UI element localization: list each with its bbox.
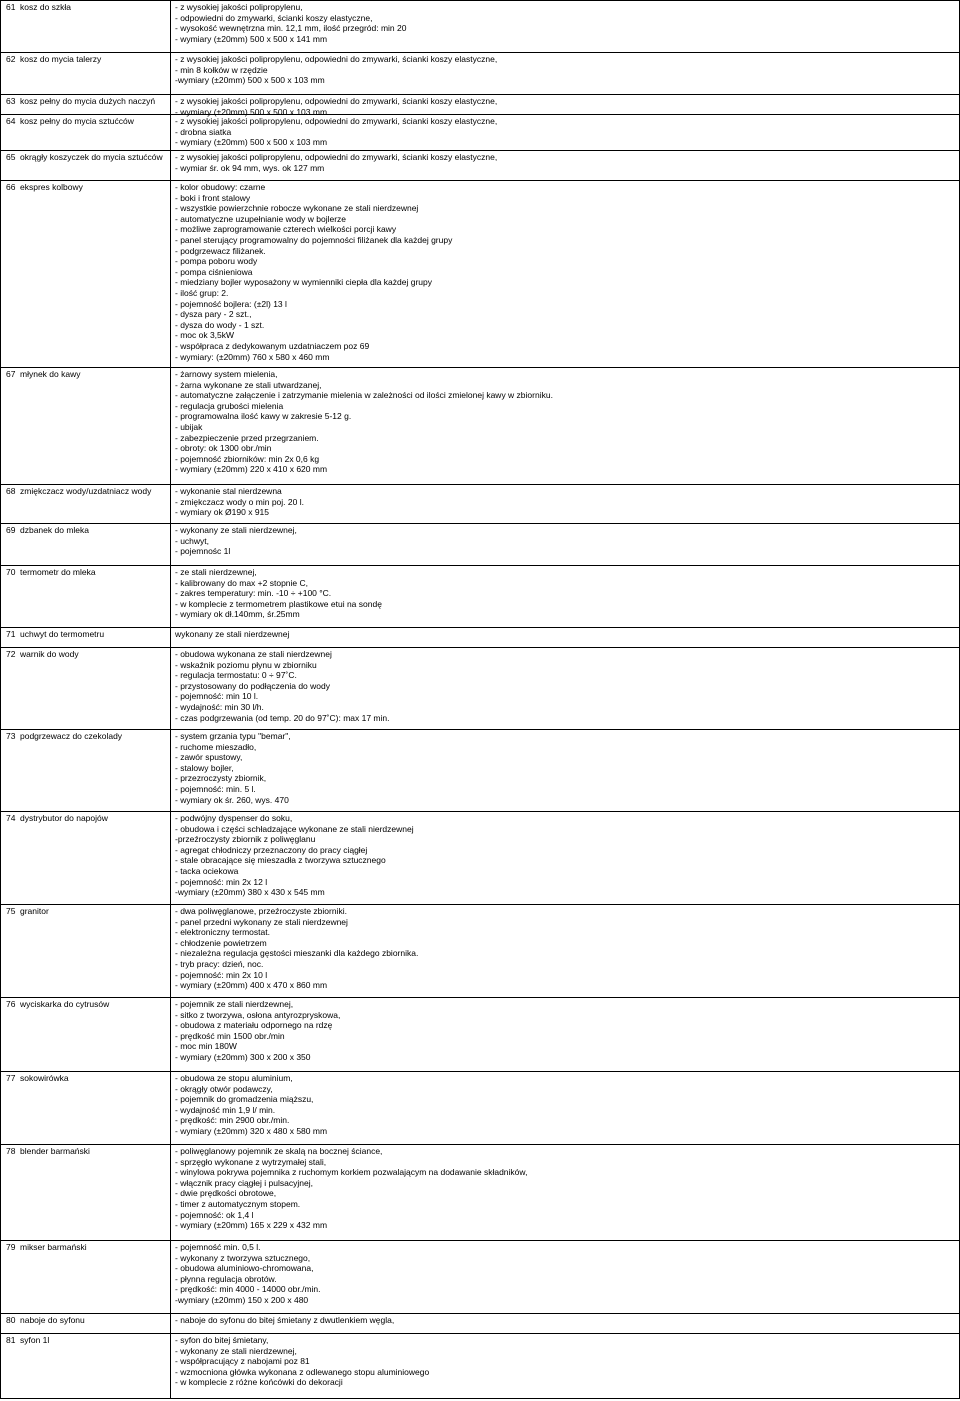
spec-line: - regulacja grubości mielenia [175, 400, 284, 411]
item-specification [175, 649, 955, 723]
spec-line: - wzmocniona główka wykonana z odlewanego stopu aluminiowego [175, 1366, 430, 1377]
column-divider [170, 998, 171, 1071]
spec-line: - tryb pracy: dzień, noc. [175, 958, 264, 969]
spec-line: - automatyczne uzupełnianie wody w bojlerze [175, 213, 347, 224]
spec-line: - sitko z tworzywa, osłona antyrozpryskowa, [175, 1009, 341, 1020]
spec-line: - ilość grup: 2. [175, 287, 229, 298]
spec-line: - kalibrowany do max +2 stopnie C, [175, 577, 308, 588]
spec-line: - wykonanie stal nierdzewna [175, 486, 282, 496]
column-divider [170, 1241, 171, 1313]
spec-line: - w komplecie z termometrem plastikowe etui na sondę [175, 598, 382, 609]
spec-line: - wszystkie powierzchnie robocze wykonane ze stali nierdzewnej [175, 203, 419, 214]
table-row [0, 523, 960, 565]
table-row [0, 484, 960, 523]
column-divider [170, 905, 171, 997]
table-row [0, 1313, 960, 1333]
item-specification [175, 1335, 955, 1388]
item-specification [175, 2, 955, 44]
table-row [0, 1240, 960, 1313]
spec-line: - wymiary (±20mm) 165 x 229 x 432 mm [175, 1220, 328, 1231]
table-row [0, 94, 960, 117]
spec-line: - wykonany z tworzywa sztucznego, [175, 1252, 311, 1263]
item-number: 77 [6, 1073, 16, 1083]
item-number: 69 [6, 525, 16, 535]
spec-line: - żarnowy system mielenia, [175, 369, 278, 379]
spec-line: - podwójny dyspenser do soku, [175, 813, 293, 823]
spec-line: - poliwęglanowy pojemnik ze skalą na bocznej ściance, [175, 1146, 383, 1156]
column-divider [170, 1314, 171, 1333]
spec-line: - moc min 180W [175, 1041, 237, 1052]
spec-line: - przystosowany do podłączenia do wody [175, 680, 330, 691]
spec-line: - przezroczysty zbiornik, [175, 773, 267, 784]
table-row [0, 729, 960, 811]
table-row [0, 150, 960, 180]
spec-line: - wymiary (±20mm) 500 x 500 x 103 mm [175, 106, 328, 117]
spec-line: - wskaźnik poziomu płynu w zbiorniku [175, 659, 317, 670]
spec-line: - obroty: ok 1300 obr./min [175, 443, 272, 454]
spec-line: - kolor obudowy: czarne [175, 182, 266, 192]
spec-line: - zawór spustowy, [175, 752, 243, 763]
item-name: warnik do wody [20, 649, 79, 659]
item-name: kosz pełny do mycia dużych naczyń [20, 96, 156, 106]
item-number: 80 [6, 1315, 16, 1325]
spec-line: - z wysokiej jakości polipropylenu, odpowiedni do zmywarki, ścianki koszy elastyczne, [175, 54, 498, 64]
item-name: termometr do mleka [20, 567, 96, 577]
spec-line: - min 8 kołków w rzędzie [175, 64, 268, 75]
item-number: 66 [6, 182, 16, 192]
spec-line: - pompa poboru wody [175, 256, 258, 267]
item-specification [175, 116, 955, 148]
spec-line: - wymiar śr. ok 94 mm, wys. ok 127 mm [175, 162, 325, 173]
spec-line: - współpraca z dedykowanym uzdatniaczem poz 69 [175, 340, 370, 351]
item-number: 68 [6, 486, 16, 496]
column-divider [170, 628, 171, 647]
item-name: dzbanek do mleka [20, 525, 89, 535]
item-name: podgrzewacz do czekolady [20, 731, 123, 741]
spec-line: - obudowa i części schładzające wykonane ze stali nierdzewnej [175, 823, 414, 834]
spec-line: - pojemność bojlera: (±2l) 13 l [175, 298, 287, 309]
item-number: 64 [6, 116, 16, 126]
item-name: okrągły koszyczek do mycia sztućców [20, 152, 163, 162]
item-number: 70 [6, 567, 16, 577]
spec-line: - z wysokiej jakości polipropylenu, odpowiedni do zmywarki, ścianki koszy elastyczne, [175, 116, 498, 126]
spec-line: - prędkość min 1500 obr./min [175, 1030, 285, 1041]
spec-line: - boki i front stalowy [175, 192, 251, 203]
item-number: 76 [6, 999, 16, 1009]
spec-line: - dwie prędkości obrotowe, [175, 1188, 277, 1199]
spec-line: - żarna wykonane ze stali utwardzanej, [175, 379, 322, 390]
column-divider [170, 1145, 171, 1240]
item-name: mikser barmański [20, 1242, 87, 1252]
item-name: młynek do kawy [20, 369, 81, 379]
spec-line: - wymiary (±20mm) 500 x 500 x 141 mm [175, 33, 328, 44]
item-number: 62 [6, 54, 16, 64]
table-row [0, 1333, 960, 1399]
spec-line: - wydajność min 1,9 l/ min. [175, 1104, 276, 1115]
item-specification [175, 1242, 955, 1306]
item-specification [175, 999, 955, 1063]
column-divider [170, 524, 171, 565]
column-divider [170, 1, 171, 52]
spec-line: - wymiary (±20mm) 500 x 500 x 103 mm [175, 137, 328, 148]
item-number: 61 [6, 2, 16, 12]
spec-line: - sprzęgło wykonane z wytrzymałej stali, [175, 1156, 327, 1167]
item-name: sokowirówka [20, 1073, 69, 1083]
spec-line: - włącznik pracy ciągłej i pulsacyjnej, [175, 1177, 313, 1188]
spec-line: - podgrzewacz filiżanek. [175, 245, 266, 256]
item-name: kosz pełny do mycia sztućców [20, 116, 134, 126]
spec-line: - wykonany ze stali nierdzewnej, [175, 525, 297, 535]
item-specification [175, 813, 955, 898]
spec-line: - obudowa ze stopu aluminium, [175, 1073, 293, 1083]
item-specification [175, 629, 955, 640]
spec-line: -wymiary (±20mm) 500 x 500 x 103 mm [175, 75, 325, 86]
spec-line: - wykonany ze stali nierdzewnej, [175, 1345, 297, 1356]
spec-line: - wymiary (±20mm) 320 x 480 x 580 mm [175, 1125, 328, 1136]
item-number: 72 [6, 649, 16, 659]
item-specification [175, 1315, 955, 1326]
table-row [0, 114, 960, 150]
item-specification [175, 567, 955, 620]
spec-line: - zmiękczacz wody o min poj. 20 l. [175, 496, 304, 507]
spec-line: - pompa ciśnieniowa [175, 266, 253, 277]
spec-line: - dysza pary - 2 szt., [175, 309, 252, 320]
spec-line: - wydajność: min 30 l/h. [175, 701, 264, 712]
spec-line: - możliwe zaprogramowanie czterech wielkości porcji kawy [175, 224, 397, 235]
spec-line: - obudowa aluminiowo-chromowana, [175, 1263, 314, 1274]
item-number: 81 [6, 1335, 16, 1345]
spec-line: - wymiary (±20mm) 220 x 410 x 620 mm [175, 464, 328, 475]
spec-line: - pojemnośc 1l [175, 546, 231, 557]
column-divider [170, 566, 171, 627]
column-divider [170, 115, 171, 150]
column-divider [170, 1334, 171, 1398]
column-divider [170, 730, 171, 811]
item-number: 63 [6, 96, 16, 106]
spec-line: - automatyczne załączenie i zatrzymanie mielenia w zależności od ilości zmielonej kawy w zbiorniku. [175, 390, 553, 401]
item-specification [175, 54, 955, 86]
spec-line: - w komplecie z różne końcówki do dekoracji [175, 1377, 343, 1388]
spec-line: - tacka ociekowa [175, 865, 239, 876]
item-specification [175, 1073, 955, 1137]
item-number: 75 [6, 906, 16, 916]
spec-line: - drobna siatka [175, 126, 232, 137]
spec-line: - pojemność: min. 5 l. [175, 783, 256, 794]
spec-line: - obudowa z materiału odpornego na rdzę [175, 1020, 333, 1031]
spec-line: - wymiary ok Ø190 x 915 [175, 507, 270, 518]
spec-line: - zakres temperatury: min. -10 ÷ +100 °C. [175, 588, 332, 599]
table-row [0, 367, 960, 484]
spec-line: - płynna regulacja obrotów. [175, 1273, 277, 1284]
table-row [0, 904, 960, 997]
column-divider [170, 53, 171, 94]
table-row [0, 997, 960, 1071]
spec-line: - okrągły otwór podawczy, [175, 1083, 273, 1094]
spec-line: - pojemność: min 2x 12 l [175, 876, 268, 887]
item-number: 71 [6, 629, 16, 639]
item-name: naboje do syfonu [20, 1315, 85, 1325]
spec-line: -wymiary (±20mm) 380 x 430 x 545 mm [175, 887, 325, 898]
spec-line: - obudowa wykonana ze stali nierdzewnej [175, 649, 332, 659]
spec-line: - z wysokiej jakości polipropylenu, odpowiedni do zmywarki, ścianki koszy elastyczne, [175, 96, 498, 106]
table-row [0, 627, 960, 647]
spec-line: - ruchome mieszadło, [175, 741, 257, 752]
table-row [0, 180, 960, 367]
table-row [0, 811, 960, 904]
item-specification [175, 486, 955, 518]
item-number: 78 [6, 1146, 16, 1156]
column-divider [170, 812, 171, 904]
spec-line: - wysokość wewnętrzna min. 12,1 mm, ilość przegród: min 20 [175, 23, 407, 34]
spec-line: - pojemność: min 10 l. [175, 691, 259, 702]
spec-line: - niezależna regulacja gęstości mieszanki dla każdego zbiornika. [175, 948, 419, 959]
spec-line: - pojemnik ze stali nierdzewnej, [175, 999, 294, 1009]
spec-line: - wymiary: (±20mm) 760 x 580 x 460 mm [175, 351, 330, 362]
spec-line: - czas podgrzewania (od temp. 20 do 97˚C): max 17 min. [175, 712, 390, 723]
spec-line: -przeźroczysty zbiornik z poliwęglanu [175, 834, 316, 845]
item-specification [175, 369, 955, 475]
column-divider [170, 368, 171, 484]
spec-line: - agregat chłodniczy przeznaczony do pracy ciągłej [175, 844, 368, 855]
column-divider [170, 648, 171, 729]
item-name: syfon 1l [20, 1335, 50, 1345]
item-name: kosz do mycia talerzy [20, 54, 102, 64]
spec-line: - odpowiedni do zmywarki, ścianki koszy elastyczne, [175, 12, 373, 23]
spec-line: wykonany ze stali nierdzewnej [175, 629, 290, 639]
spec-line: - miedziany bojler wyposażony w wymienniki ciepła dla każdej grupy [175, 277, 433, 288]
spec-line: - pojemność: min 2x 10 l [175, 969, 268, 980]
spec-line: - timer z automatycznym stopem. [175, 1198, 301, 1209]
item-number: 65 [6, 152, 16, 162]
table-row [0, 1071, 960, 1144]
item-name: zmiękczacz wody/uzdatniacz wody [20, 486, 152, 496]
spec-line: - wymiary (±20mm) 400 x 470 x 860 mm [175, 980, 328, 991]
item-name: granitor [20, 906, 49, 916]
spec-line: - pojemnik do gromadzenia miąższu, [175, 1094, 314, 1105]
spec-line: - wymiary (±20mm) 300 x 200 x 350 [175, 1051, 311, 1062]
item-number: 74 [6, 813, 16, 823]
spec-line: - dysza do wody - 1 szt. [175, 319, 265, 330]
item-name: kosz do szkła [20, 2, 72, 12]
spec-line: - programowalna ilość kawy w zakresie 5-12 g. [175, 411, 352, 422]
column-divider [170, 151, 171, 180]
item-number: 73 [6, 731, 16, 741]
spec-line: - pojemność: ok 1,4 l [175, 1209, 254, 1220]
item-name: uchwyt do termometru [20, 629, 105, 639]
item-name: ekspres kolbowy [20, 182, 83, 192]
item-specification [175, 152, 955, 173]
spec-line: - stale obracające się mieszadła z tworzywa sztucznego [175, 855, 386, 866]
column-divider [170, 485, 171, 523]
table-row [0, 52, 960, 94]
item-specification [175, 1146, 955, 1231]
spec-line: - winylowa pokrywa pojemnika z ruchomym korkiem pozwalającym na dodawanie składników, [175, 1167, 528, 1178]
spec-line: - elektroniczny termostat. [175, 927, 270, 938]
spec-line: - z wysokiej jakości polipropylenu, [175, 2, 303, 12]
spec-line: - ubijak [175, 421, 203, 432]
table-row [0, 565, 960, 627]
spec-line: - pojemność min. 0,5 l. [175, 1242, 261, 1252]
item-name: blender barmański [20, 1146, 90, 1156]
table-row [0, 0, 960, 52]
spec-line: - prędkość: min 4000 - 14000 obr./min. [175, 1284, 321, 1295]
spec-line: - dwa poliwęglanowe, przeźroczyste zbiorniki. [175, 906, 347, 916]
spec-line: - pojemność zbiorników: min 2x 0,6 kg [175, 453, 320, 464]
item-specification [175, 731, 955, 805]
column-divider [170, 181, 171, 367]
spec-line: - współpracujący z nabojami poz 81 [175, 1356, 310, 1367]
spec-line: - prędkość: min 2900 obr./min. [175, 1115, 290, 1126]
column-divider [170, 1072, 171, 1144]
spec-line: - panel przedni wykonany ze stali nierdzewnej [175, 916, 348, 927]
item-name: wyciskarka do cytrusów [20, 999, 110, 1009]
spec-line: - wymiary ok śr. 260, wys. 470 [175, 794, 289, 805]
spec-line: - moc ok 3,5kW [175, 330, 235, 341]
spec-line: - panel sterujący programowalny do pojemności filiżanek dla każdej grupy [175, 234, 453, 245]
spec-line: - system grzania typu "bemar", [175, 731, 291, 741]
item-specification [175, 525, 955, 557]
spec-line: - ze stali nierdzewnej, [175, 567, 257, 577]
item-specification [175, 906, 955, 991]
spec-line: - zabezpieczenie przed przegrzaniem. [175, 432, 319, 443]
column-divider [170, 95, 171, 114]
spec-line: - chłodzenie powietrzem [175, 937, 267, 948]
spec-line: - naboje do syfonu do bitej śmietany z dwutlenkiem węgla, [175, 1315, 395, 1325]
item-specification [175, 182, 955, 362]
spec-line: - wymiary ok dł.140mm, śr.25mm [175, 609, 300, 620]
spec-line: - syfon do bitej śmietany, [175, 1335, 269, 1345]
table-row [0, 1144, 960, 1240]
spec-line: - uchwyt, [175, 535, 210, 546]
item-number: 79 [6, 1242, 16, 1252]
table-row [0, 647, 960, 729]
item-name: dystrybutor do napojów [20, 813, 108, 823]
spec-line: - z wysokiej jakości polipropylenu, odpowiedni do zmywarki, ścianki koszy elastyczne, [175, 152, 498, 162]
spec-line: -wymiary (±20mm) 150 x 200 x 480 [175, 1294, 309, 1305]
item-number: 67 [6, 369, 16, 379]
spec-line: - regulacja termostatu: 0 ÷ 97˚C. [175, 670, 297, 681]
spec-line: - stalowy bojler, [175, 762, 234, 773]
